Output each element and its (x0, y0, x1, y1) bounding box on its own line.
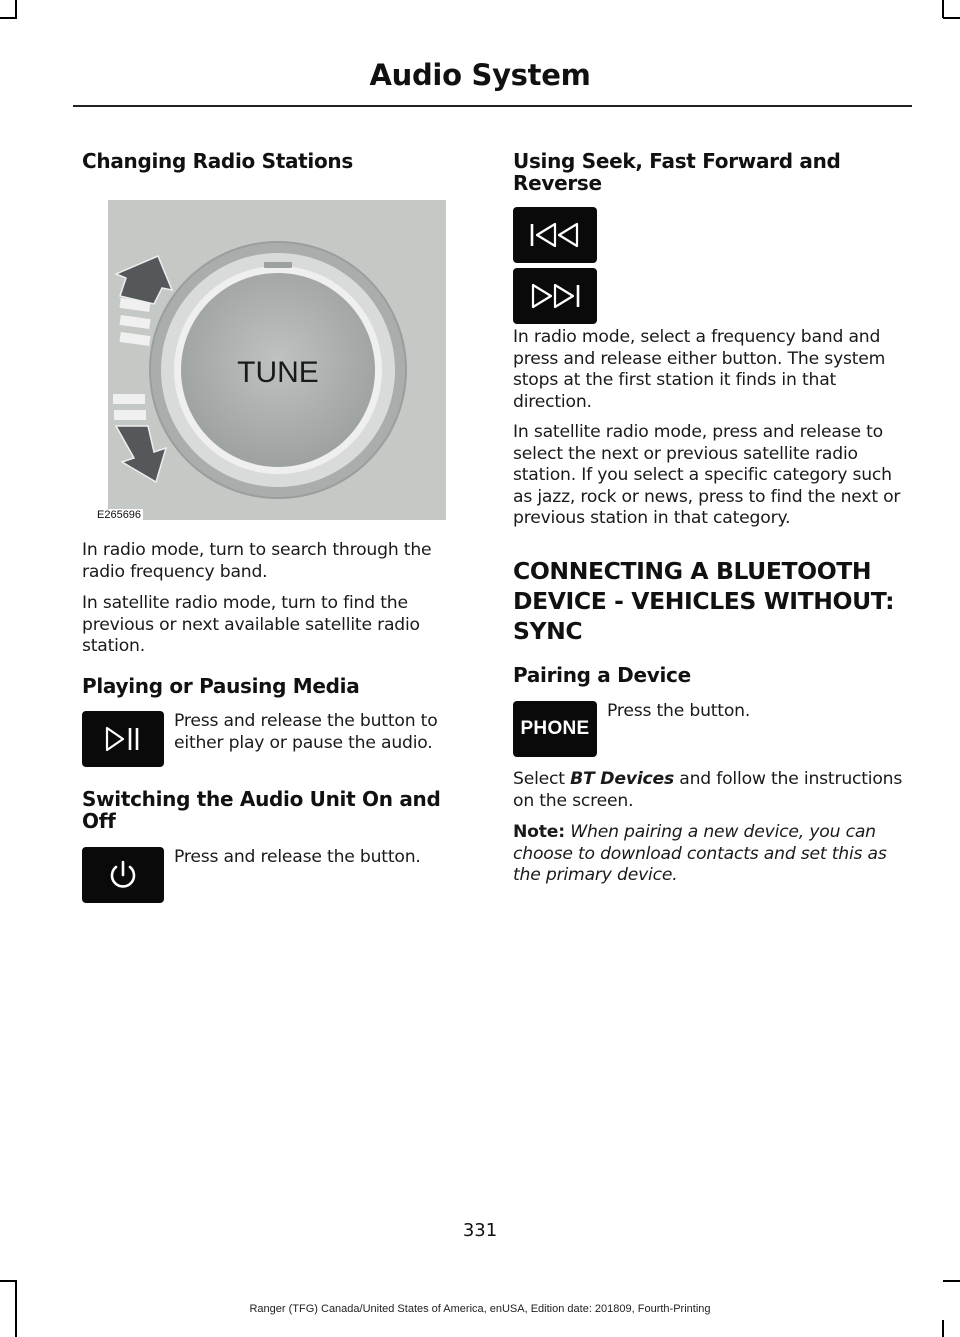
page-title: Audio System (369, 58, 591, 92)
paragraph-select-bt (513, 769, 913, 812)
paragraph-power: Press and release the button. (174, 847, 421, 867)
tune-knob-figure (108, 200, 446, 520)
header-rule (73, 105, 912, 107)
note-label: Note: (513, 822, 565, 842)
phone-button (513, 701, 597, 757)
heading-connecting-bluetooth: CONNECTING A BLUETOOTH DEVICE - VEHICLES WITHOUT: SYNC (513, 557, 895, 645)
seek-forward-icon (529, 283, 581, 309)
tune-label: TUNE (237, 356, 319, 389)
select-suffix: and follow the instructions on the screen. (513, 769, 903, 811)
seek-back-icon (529, 222, 581, 248)
crop-mark (942, 1320, 944, 1337)
tune-knob-illustration (108, 200, 446, 520)
paragraph-press-button: Press the button. (607, 701, 751, 721)
power-button (82, 847, 164, 903)
play-pause-button (82, 711, 164, 767)
paragraph-seek-satellite: In satellite radio mode, press and release to select the next or previous satellite radio station. If you select a specific category such as jazz, rock or news, press to find the next or previous station in that category. (513, 422, 901, 528)
select-prefix: Select (513, 769, 571, 789)
crop-mark (942, 0, 944, 18)
paragraph-turn-satellite: In satellite radio mode, turn to find the previous or next available satellite radio station. (82, 593, 420, 656)
heading-changing-radio-stations: Changing Radio Stations (82, 149, 353, 173)
phone-button-label: PHONE (520, 718, 590, 739)
play-pause-icon (103, 726, 143, 752)
edition-info: Ranger (TFG) Canada/United States of America, enUSA, Edition date: 201809, Fourth-Printing (249, 1303, 711, 1315)
paragraph-turn-radio: In radio mode, turn to search through the radio frequency band. (82, 540, 432, 582)
crop-mark (943, 1280, 960, 1282)
crop-mark (943, 17, 960, 19)
heading-playing-pausing: Playing or Pausing Media (82, 674, 360, 698)
crop-mark (15, 0, 17, 18)
seek-forward-button (513, 268, 597, 324)
page-number: 331 (462, 1220, 498, 1241)
heading-seek-ff-reverse: Using Seek, Fast Forward and Reverse (513, 149, 841, 195)
heading-pairing-device: Pairing a Device (513, 663, 691, 687)
figure-id: E265696 (97, 509, 142, 521)
paragraph-seek-radio: In radio mode, select a frequency band and press and release either button. The system stops at the first station it finds in that direction. (513, 327, 886, 412)
heading-switching-audio: Switching the Audio Unit On and Off (82, 787, 441, 833)
crop-mark (0, 1280, 17, 1282)
bt-devices-term: BT Devices (570, 769, 674, 789)
crop-mark (0, 17, 17, 19)
note-text: When pairing a new device, you can choose to download contacts and set this as the primary device. (513, 822, 887, 885)
power-icon (106, 858, 140, 892)
paragraph-play-pause: Press and release the button to either play or pause the audio. (174, 711, 438, 753)
seek-back-button (513, 207, 597, 263)
note-paragraph (513, 822, 913, 887)
